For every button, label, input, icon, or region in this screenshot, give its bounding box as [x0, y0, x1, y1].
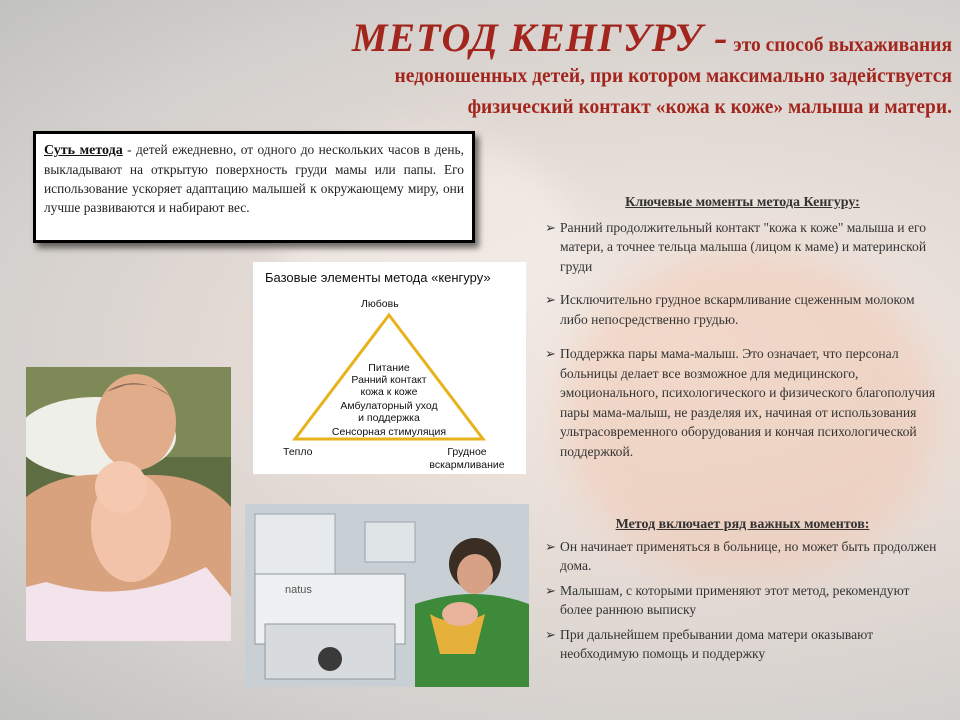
pyramid-inner-4: Амбулаторный уход [340, 400, 438, 412]
moment-item [545, 581, 940, 620]
method-moments-section [545, 515, 940, 664]
pyramid-inner-2: Ранний контакт [351, 374, 427, 386]
pyramid-diagram [253, 262, 526, 474]
pyramid-top-label: Любовь [361, 298, 399, 310]
key-points-section [545, 193, 940, 461]
arrow-bullet-icon: ➢ [545, 219, 556, 235]
pyramid-title: Базовые элементы метода «кенгуру» [265, 270, 491, 285]
method-moments-heading: Метод включает ряд важных моментов: [615, 517, 870, 532]
pyramid-inner-3: кожа к коже [360, 386, 418, 398]
key-point-text: Исключительно грудное вскармливание сцеженным молоком либо непосредственно грудью. [560, 292, 915, 327]
key-point-text: Поддержка пары мама-малыш. Это означает, что персонал больницы делает все возможное для медицинского, эмоционального, психологического и физического благополучия пары мама-малыш, не разделяя их, начиная от использования ультрасовременного оборудования и кончая психологической поддержкой. [560, 346, 936, 459]
arrow-bullet-icon: ➢ [545, 626, 556, 642]
moment-item [545, 537, 940, 576]
slide-title [262, 14, 952, 123]
essence-label: Суть метода [44, 143, 123, 158]
pyramid-bottom-left: Тепло [283, 446, 313, 458]
key-point-item [545, 218, 940, 277]
pyramid-inner-6: Сенсорная стимуляция [331, 426, 447, 438]
incubator-brand-label: natus [285, 584, 312, 596]
essence-text: - детей ежедневно, от одного до нескольких часов в день, выкладывают на открытую поверхность груди мамы или папы. Его использование ускоряет адаптацию малышей к окружающему миру, они лучше развиваются и набирают вес. [44, 142, 464, 215]
title-main: МЕТОД КЕНГУРУ - [351, 15, 729, 60]
pyramid-inner-1: Питание [368, 362, 410, 374]
arrow-bullet-icon: ➢ [545, 582, 556, 598]
title-line2: недоношенных детей, при котором максимально задействуется [394, 66, 952, 87]
moment-item [545, 625, 940, 664]
father-baby-photo [26, 367, 231, 641]
arrow-bullet-icon: ➢ [545, 538, 556, 554]
arrow-bullet-icon: ➢ [545, 292, 556, 307]
key-point-text: Ранний продолжительный контакт "кожа к коже" малыша и его матери, а точнее тельца малыша (лицом к маме) и материнской груди [560, 219, 927, 274]
title-line1: это способ выхаживания [728, 35, 952, 56]
key-points-heading: Ключевые моменты метода Кенгуру: [625, 195, 860, 210]
pyramid-bottom-right-1: Грудное [447, 446, 487, 458]
key-point-item [545, 344, 940, 461]
key-point-item [545, 290, 940, 329]
title-line3: физический контакт «кожа к коже» малыша и матери. [467, 97, 952, 118]
moment-text: Малышам, с которыми применяют этот метод, рекомендуют более раннюю выписку [560, 582, 910, 617]
pyramid-inner-5: и поддержка [358, 412, 420, 424]
moment-text: Он начинает применяться в больнице, но может быть продолжен дома. [560, 538, 937, 573]
method-essence-box [33, 131, 475, 243]
arrow-bullet-icon: ➢ [545, 346, 556, 361]
pyramid-bottom-right-2: вскармливание [429, 459, 505, 471]
moment-text: При дальнейшем пребывании дома матери оказывают необходимую помощь и поддержку [560, 626, 874, 661]
mother-incubator-photo [245, 504, 529, 687]
